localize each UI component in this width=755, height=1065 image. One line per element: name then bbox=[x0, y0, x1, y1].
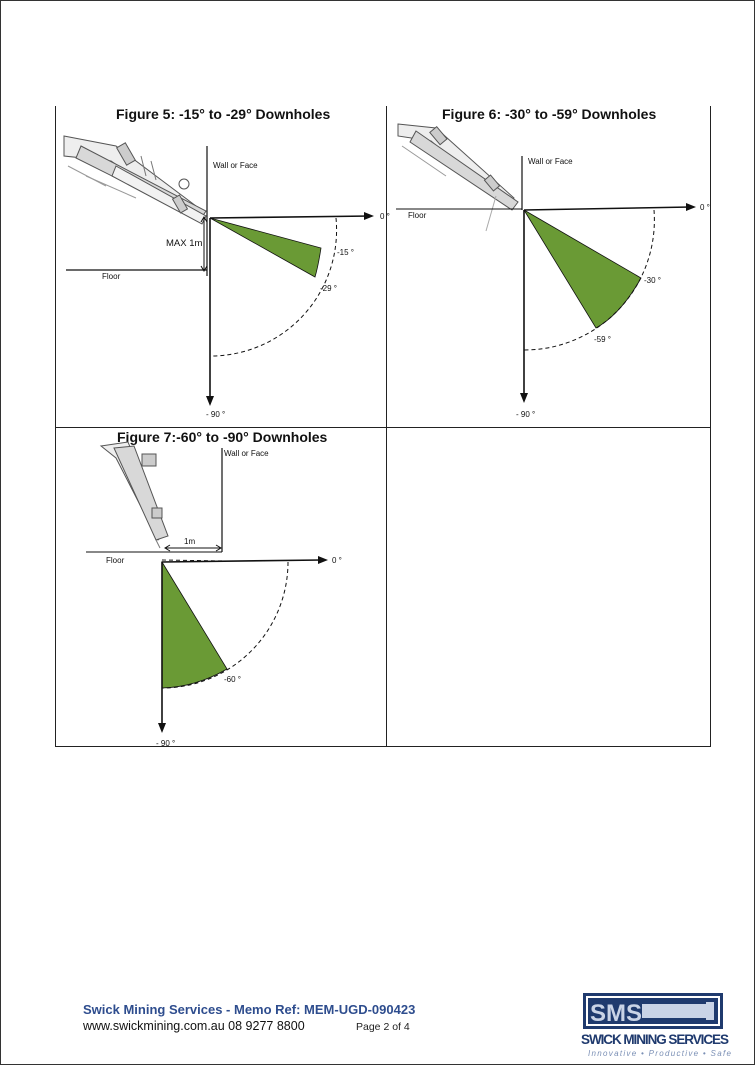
footer-memo-title: Swick Mining Services - Memo Ref: MEM-UGD-090423 bbox=[83, 1002, 416, 1017]
angle-label-29: -29 ° bbox=[320, 284, 337, 293]
angle-label-15: -15 ° bbox=[337, 248, 354, 257]
figure-7-cell bbox=[55, 427, 387, 747]
logo-abbr: SMS bbox=[590, 1000, 643, 1027]
drill-rig-illustration bbox=[101, 442, 168, 548]
downhole-sector bbox=[162, 562, 227, 688]
zero-label: 0 ° bbox=[700, 203, 710, 212]
zero-degree-axis bbox=[524, 207, 691, 210]
figure-table bbox=[55, 106, 711, 747]
distance-label: 1m bbox=[184, 537, 196, 546]
floor-label: Floor bbox=[102, 272, 121, 281]
figure-5-cell bbox=[55, 106, 390, 428]
drill-rig-illustration bbox=[64, 136, 206, 224]
figure-6-cell bbox=[386, 106, 711, 428]
figure-6-title: Figure 6: -30° to -59° Downholes bbox=[442, 106, 657, 122]
max-height-label: MAX 1m bbox=[166, 238, 203, 249]
wall-label: Wall or Face bbox=[213, 161, 258, 170]
angle-label-60: -60 ° bbox=[224, 675, 241, 684]
figure-5-diagram bbox=[56, 106, 388, 428]
floor-label: Floor bbox=[408, 211, 427, 220]
figure-5-title: Figure 5: -15° to -29° Downholes bbox=[116, 106, 331, 122]
floor-label: Floor bbox=[106, 556, 125, 565]
zero-label: 0 ° bbox=[332, 556, 342, 565]
downhole-sector bbox=[210, 218, 321, 277]
minus-90-label: - 90 ° bbox=[206, 410, 226, 419]
footer-contact: www.swickmining.com.au 08 9277 8800 bbox=[83, 1019, 305, 1033]
company-logo bbox=[576, 990, 734, 1062]
wall-label: Wall or Face bbox=[528, 157, 573, 166]
zero-label: 0 ° bbox=[380, 212, 390, 221]
figure-7-title: Figure 7:-60° to -90° Downholes bbox=[117, 429, 328, 445]
angle-label-59: -59 ° bbox=[594, 335, 611, 344]
downhole-sector bbox=[524, 210, 641, 328]
figure-6-diagram bbox=[386, 106, 711, 428]
minus-90-label: - 90 ° bbox=[516, 410, 536, 419]
logo-tagline: Innovative • Productive • Safe bbox=[588, 1049, 733, 1058]
minus-90-label: - 90 ° bbox=[156, 739, 176, 748]
logo-name: SWICK MINING SERVICES bbox=[581, 1032, 729, 1047]
wall-label: Wall or Face bbox=[224, 449, 269, 458]
empty-cell bbox=[386, 427, 711, 747]
zero-degree-axis bbox=[210, 216, 371, 218]
figure-7-diagram bbox=[56, 428, 388, 748]
page-number: Page 2 of 4 bbox=[356, 1021, 410, 1033]
angle-label-30: -30 ° bbox=[644, 276, 661, 285]
